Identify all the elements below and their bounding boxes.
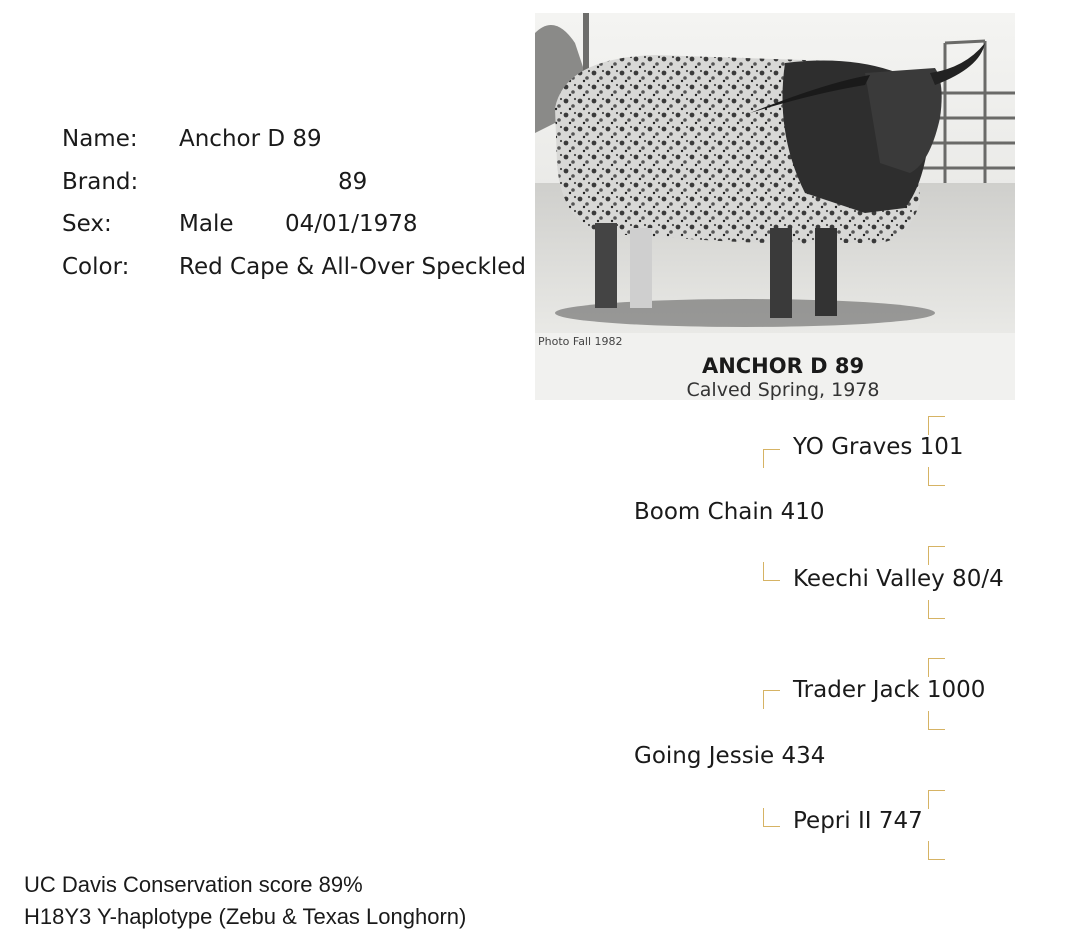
- bracket-line: [928, 790, 945, 809]
- color-label: Color:: [62, 254, 130, 280]
- name-label: Name:: [62, 126, 138, 152]
- bracket-line: [928, 711, 945, 730]
- conservation-score: UC Davis Conservation score 89%: [24, 872, 363, 897]
- bull-photo-image: [535, 13, 1015, 400]
- pedigree-sire-sire: YO Graves 101: [793, 434, 964, 460]
- color-value: Red Cape & All-Over Speckled: [179, 254, 527, 280]
- pedigree-dam-dam: Pepri II 747: [793, 808, 923, 834]
- bracket-line: [763, 449, 780, 468]
- pedigree-sire: Boom Chain 410: [634, 499, 825, 525]
- bracket-line: [928, 546, 945, 565]
- bracket-line: [928, 658, 945, 677]
- sex-value: Male: [179, 211, 234, 237]
- pedigree-dam-sire: Trader Jack 1000: [793, 677, 986, 703]
- y-haplotype: H18Y3 Y-haplotype (Zebu & Texas Longhorn): [24, 904, 467, 929]
- bracket-line: [928, 467, 945, 486]
- photo-title: ANCHOR D 89: [701, 354, 865, 378]
- brand-label: Brand:: [62, 169, 139, 195]
- pedigree-dam: Going Jessie 434: [634, 743, 826, 769]
- photo-subtitle: Calved Spring, 1978: [686, 379, 880, 400]
- sex-label: Sex:: [62, 211, 112, 237]
- bracket-line: [928, 416, 945, 435]
- bracket-line: [763, 562, 780, 581]
- bracket-line: [763, 808, 780, 827]
- photo-credit: Photo Fall 1982: [538, 335, 623, 348]
- birth-date: 04/01/1978: [285, 211, 418, 237]
- bracket-line: [763, 690, 780, 709]
- animal-name: Anchor D 89: [179, 126, 322, 152]
- brand-value: 89: [338, 169, 368, 195]
- bracket-line: [928, 600, 945, 619]
- bracket-line: [928, 841, 945, 860]
- bull-photo: [535, 13, 1015, 400]
- pedigree-sire-dam: Keechi Valley 80/4: [793, 566, 1004, 592]
